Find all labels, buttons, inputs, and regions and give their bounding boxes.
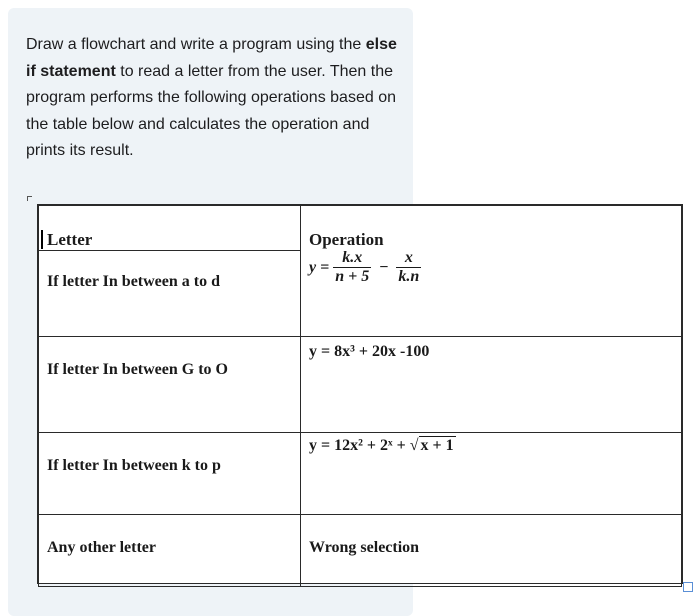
header-operation: Operation [309, 230, 384, 249]
question-bold-phrase: else if statement [26, 36, 397, 80]
selection-corner-marker [27, 196, 32, 201]
formula-1-den-2: k.n [398, 268, 420, 285]
letter-cell [39, 251, 301, 337]
operation-text: Wrong selection [309, 539, 420, 556]
resize-handle[interactable] [683, 582, 693, 592]
formula-1-num-2: x [396, 249, 421, 268]
formula-1-fraction-2 [396, 249, 421, 286]
question-text [26, 32, 398, 165]
sqrt-symbol: √ [409, 437, 419, 454]
formula-1-fraction-1 [333, 249, 371, 286]
operation-cell [301, 433, 682, 515]
formula-3 [309, 433, 681, 455]
formula-2: y = 8x³ + 20x -100 [309, 343, 430, 360]
table-row [39, 433, 682, 515]
formula-1-den-1: n + 5 [335, 268, 370, 285]
operations-table [37, 204, 683, 584]
letter-cell [39, 337, 301, 433]
formula-3-lhs: y = 12x² + 2ˣ + [309, 437, 410, 454]
row-label: If letter In between k to p [47, 457, 221, 474]
formula-1-minus: − [379, 258, 389, 276]
formula-3-radicand: x + 1 [420, 437, 454, 454]
table-row [39, 337, 682, 433]
row-label: Any other letter [47, 539, 156, 556]
letter-cell [39, 433, 301, 515]
row-label: If letter In between G to O [47, 361, 228, 378]
operations-table-grid [38, 205, 682, 587]
question-text-end: to read a letter from the user. Then the program performs the following operations based on the table below and calculates the operation and prints its result. [26, 62, 396, 160]
header-cell-letter [39, 206, 301, 251]
letter-cell [39, 515, 301, 587]
header-letter: Letter [41, 230, 92, 249]
formula-1-num-1: k.x [333, 249, 371, 268]
table-row [39, 251, 682, 337]
formula-1 [309, 245, 681, 291]
row-label: If letter In between a to d [47, 273, 221, 290]
formula-1-lhs: y = [309, 258, 330, 276]
operation-cell [301, 515, 682, 587]
operation-cell [301, 337, 682, 433]
question-text-start: Draw a flowchart and write a program using the [26, 36, 366, 53]
operation-cell [301, 251, 682, 337]
table-row [39, 515, 682, 587]
